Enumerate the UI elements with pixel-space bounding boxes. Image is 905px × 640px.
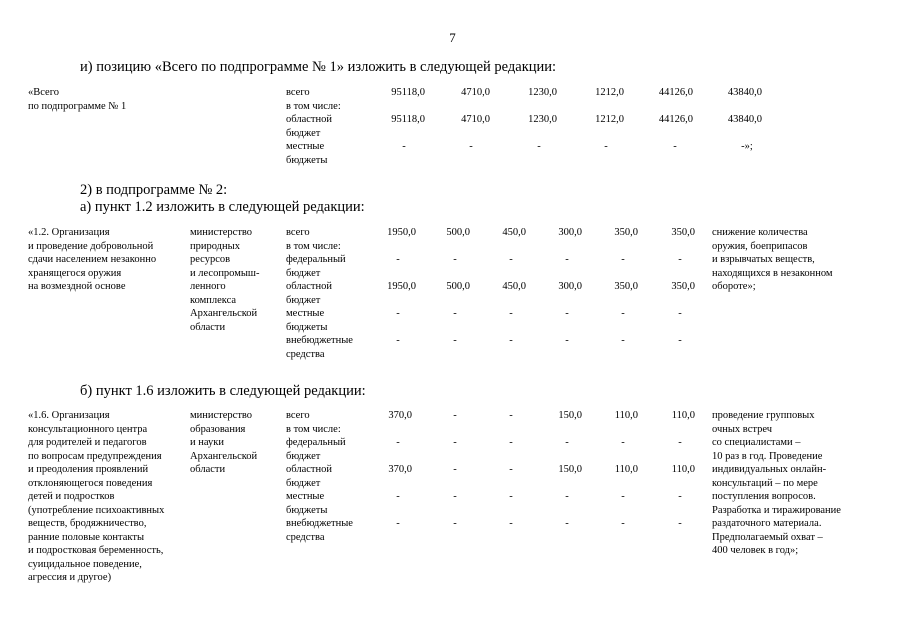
amount-cell: 110,0 (671, 410, 695, 421)
expected-result: снижение количества оружия, боеприпасов и взрывчатых веществ, находящихся в незаконном обороте»; (712, 227, 833, 292)
dash-cell: - (453, 518, 457, 529)
source-label: в том числе: (286, 423, 341, 435)
dash-cell: - (469, 141, 473, 152)
dash-cell: - (678, 518, 682, 529)
dash-cell: - (453, 491, 457, 502)
heading-i: и) позицию «Всего по подпрограмме № 1» изложить в следующей редакции: (80, 59, 557, 75)
dash-cell: - (565, 437, 569, 448)
dash-cell: - (621, 491, 625, 502)
dash-cell: - (453, 254, 457, 265)
dash-cell: -»; (741, 141, 753, 152)
executor: министерство образования и науки Архангельской области (190, 410, 258, 475)
page-number: 7 (449, 30, 456, 45)
source-label: всего (286, 87, 310, 98)
dash-cell: - (678, 335, 682, 346)
amount-cell: 370,0 (388, 464, 412, 475)
amount-cell: 1230,0 (528, 114, 557, 125)
dash-cell: - (453, 335, 457, 346)
source-label: федеральный бюджет (286, 437, 346, 462)
dash-cell: - (565, 308, 569, 319)
amount-cell: 4710,0 (461, 114, 490, 125)
amount-cell: 44126,0 (658, 87, 693, 98)
heading-2: 2) в подпрограмме № 2: (80, 182, 228, 198)
amount-cell: 350,0 (614, 227, 638, 238)
item-name: «1.6. Организация консультационного центра для родителей и педагогов по вопросам предупреждения и преодоления проявлений отклоняющегося поведения детей и подростков (употребление психоактивных веществ, бродяжничество, ранние половые контакты и подростковая беременность, суицидальное поведение, агрессия и другое) (28, 410, 165, 583)
amount-cell: 44126,0 (658, 114, 693, 125)
amount-cell: 110,0 (614, 464, 638, 475)
amount-cell: 1212,0 (595, 114, 624, 125)
heading-2a: а) пункт 1.2 изложить в следующей редакции: (80, 199, 365, 215)
amount-cell: 1950,0 (387, 281, 416, 292)
dash-cell: - (396, 491, 400, 502)
source-label: всего (286, 227, 310, 238)
dash-cell: - (509, 491, 513, 502)
executor: министерство природных ресурсов и лесопромыш- ленного комплекса Архангельской области (190, 227, 260, 333)
source-label: федеральный бюджет (286, 254, 346, 279)
dash-cell: - (621, 518, 625, 529)
source-label: внебюджетные средства (286, 518, 353, 543)
dash-cell: - (621, 335, 625, 346)
source-label: местные бюджеты (286, 308, 328, 333)
amount-cell: 150,0 (558, 464, 582, 475)
dash-cell: - (396, 254, 400, 265)
source-label: местные бюджеты (286, 141, 328, 166)
dash-cell: - (621, 254, 625, 265)
source-label: в том числе: (286, 100, 341, 112)
source-label: областной бюджет (286, 114, 332, 139)
dash-cell: - (565, 518, 569, 529)
dash-cell: - (565, 491, 569, 502)
amount-cell: 110,0 (671, 464, 695, 475)
amount-cell: 350,0 (614, 281, 638, 292)
dash-cell: - (402, 141, 406, 152)
dash-cell: - (453, 437, 457, 448)
source-label: внебюджетные средства (286, 335, 353, 360)
amount-cell: 500,0 (446, 227, 470, 238)
dash-cell: - (621, 308, 625, 319)
dash-cell: - (396, 308, 400, 319)
amount-cell: 43840,0 (727, 114, 762, 125)
dash-cell: - (565, 335, 569, 346)
dash-cell: - (509, 410, 513, 421)
dash-cell: - (537, 141, 541, 152)
amount-cell: 450,0 (502, 227, 526, 238)
source-label: местные бюджеты (286, 491, 328, 516)
source-label: областной бюджет (286, 464, 332, 489)
amount-cell: 350,0 (671, 227, 695, 238)
dash-cell: - (621, 437, 625, 448)
dash-cell: - (678, 491, 682, 502)
dash-cell: - (396, 437, 400, 448)
item-name: «Всего по подпрограмме № 1 (28, 87, 127, 112)
amount-cell: 43840,0 (727, 87, 762, 98)
dash-cell: - (453, 308, 457, 319)
heading-b: б) пункт 1.6 изложить в следующей редакции: (80, 383, 366, 399)
dash-cell: - (509, 518, 513, 529)
dash-cell: - (509, 464, 513, 475)
amount-cell: 370,0 (388, 410, 412, 421)
amount-cell: 450,0 (502, 281, 526, 292)
amount-cell: 300,0 (558, 227, 582, 238)
amount-cell: 95118,0 (391, 87, 425, 98)
amount-cell: 1212,0 (595, 87, 624, 98)
dash-cell: - (678, 437, 682, 448)
amount-cell: 4710,0 (461, 87, 490, 98)
dash-cell: - (453, 410, 457, 421)
dash-cell: - (509, 335, 513, 346)
dash-cell: - (673, 141, 677, 152)
dash-cell: - (396, 518, 400, 529)
expected-result: проведение групповых очных встреч со специалистами – 10 раз в год. Проведение индивидуальных онлайн- консультаций – по мере поступления вопросов. Разработка и тиражирование раздаточного материала. Предполагаемый охват – 400 человек в год»; (712, 410, 841, 556)
amount-cell: 150,0 (558, 410, 582, 421)
amount-cell: 110,0 (614, 410, 638, 421)
dash-cell: - (565, 254, 569, 265)
dash-cell: - (396, 335, 400, 346)
dash-cell: - (509, 437, 513, 448)
amount-cell: 95118,0 (391, 114, 425, 125)
amount-cell: 350,0 (671, 281, 695, 292)
dash-cell: - (678, 308, 682, 319)
dash-cell: - (604, 141, 608, 152)
dash-cell: - (509, 308, 513, 319)
amount-cell: 1950,0 (387, 227, 416, 238)
source-label: всего (286, 410, 310, 421)
dash-cell: - (678, 254, 682, 265)
source-label: в том числе: (286, 240, 341, 252)
amount-cell: 500,0 (446, 281, 470, 292)
source-label: областной бюджет (286, 281, 332, 306)
amount-cell: 300,0 (558, 281, 582, 292)
dash-cell: - (509, 254, 513, 265)
amount-cell: 1230,0 (528, 87, 557, 98)
dash-cell: - (453, 464, 457, 475)
item-name: «1.2. Организация и проведение добровольной сдачи населением незаконно хранящегося оружия на возмездной основе (28, 227, 157, 292)
